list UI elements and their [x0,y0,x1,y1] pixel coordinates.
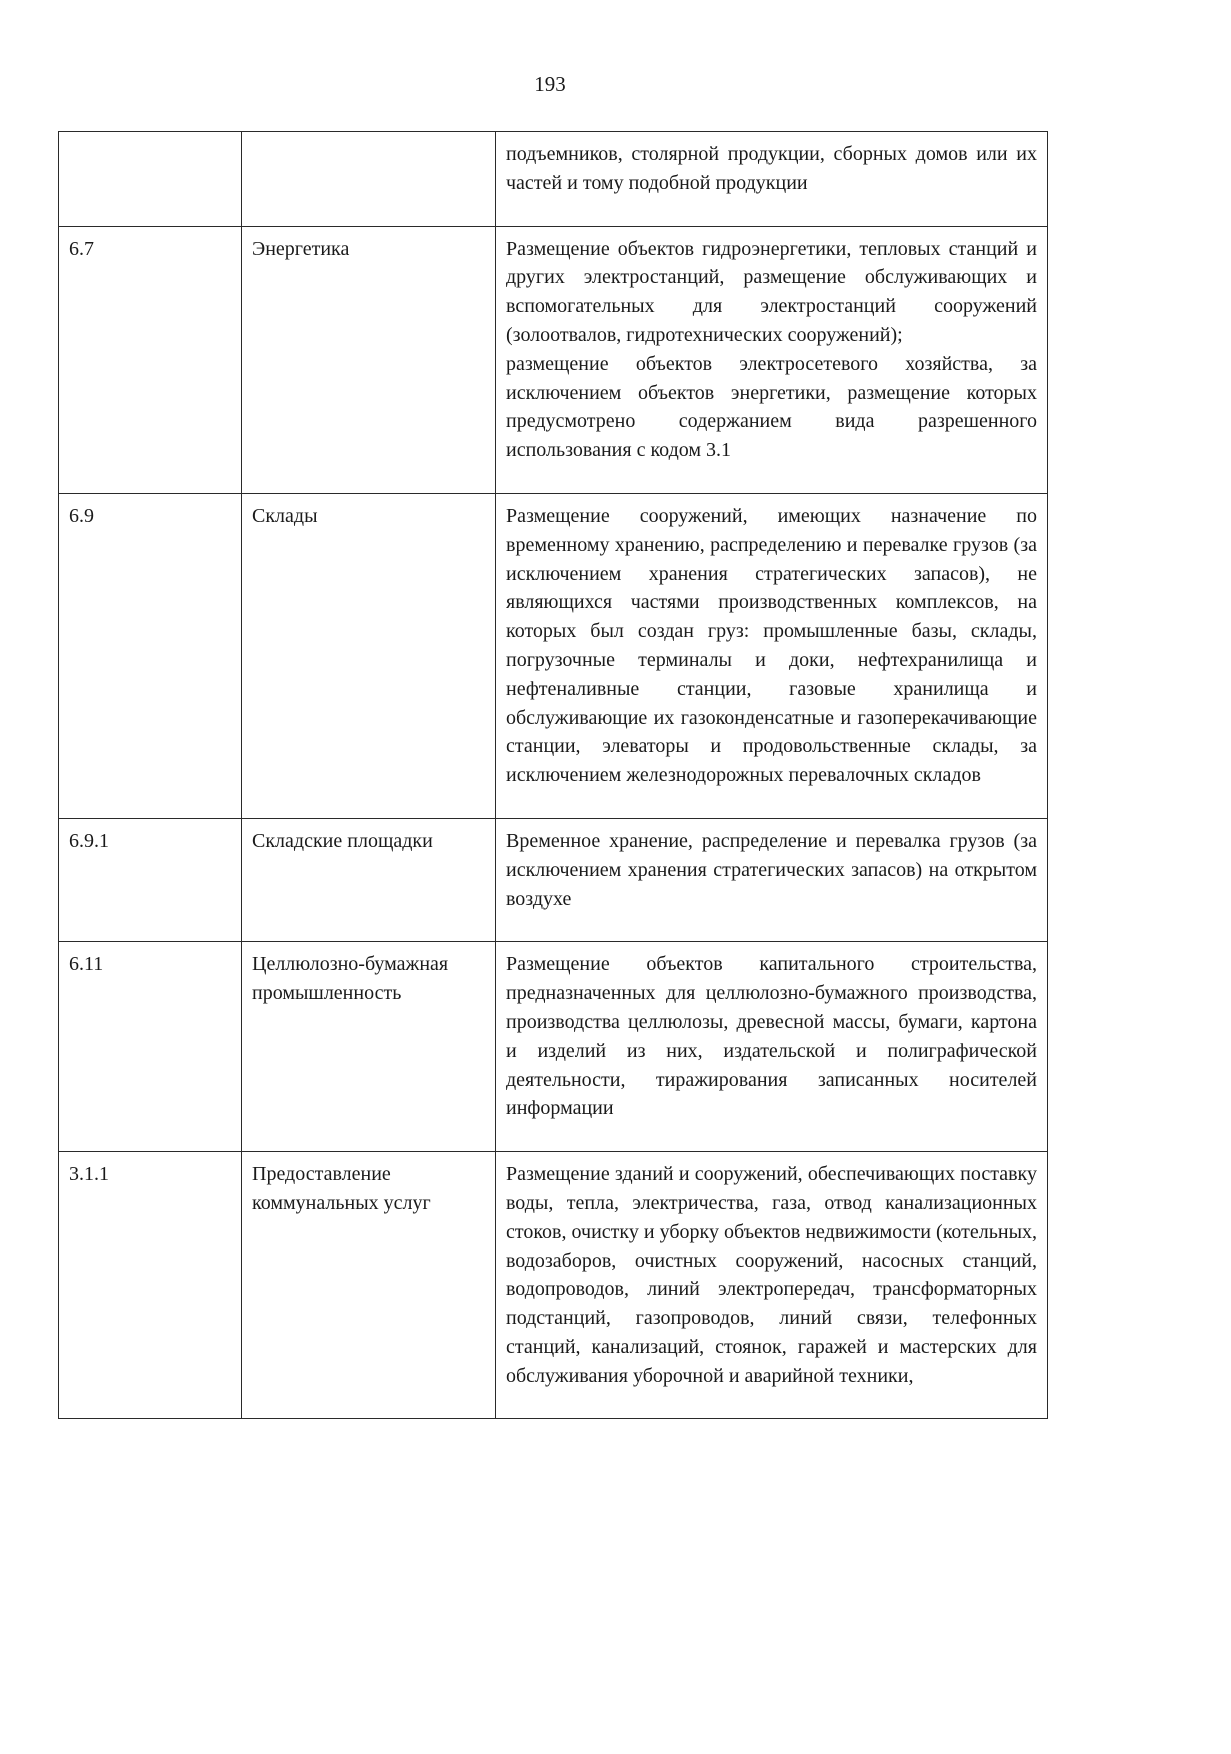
description-paragraph: размещение объектов электросетевого хозяйства, за исключением объектов энергетики, размещение которых предусмотрено содержанием вида разрешенного использования с кодом 3.1 [506,352,1037,462]
description-paragraph: Временное хранение, распределение и перевалка грузов (за исключением хранения стратегических запасов) на открытом воздухе [506,829,1037,910]
row-code [59,132,242,227]
row-code: 6.9.1 [59,818,242,941]
table-row [59,818,1048,941]
row-description [496,818,1048,941]
row-code: 6.9 [59,493,242,818]
page-number: 193 [534,72,566,96]
row-name: Склады [242,493,496,818]
row-name: Складские площадки [242,818,496,941]
row-description [496,1152,1048,1419]
row-description [496,132,1048,227]
row-name: Предоставление коммунальных услуг [242,1152,496,1419]
row-name: Целлюлозно-бумажная промышленность [242,942,496,1152]
row-name: Энергетика [242,226,496,493]
description-paragraph: Размещение объектов капитального строительства, предназначенных для целлюлозно-бумажного производства, производства целлюлозы, древесной массы, бумаги, картона и изделий из них, издательской и полиграфической деятельности, тиражирования записанных носителей информации [506,953,1037,1120]
table-row [59,132,1048,227]
description-paragraph: Размещение сооружений, имеющих назначение по временному хранению, распределению и перевалке грузов (за исключением хранения стратегических запасов), не являющихся частями производственных комплексов, на которых был создан груз: промышленные базы, склады, погрузочные терминалы и доки, нефтехранилища и нефтеналивные станции, газовые хранилища и обслуживающие их газоконденсатные и газоперекачивающие станции, элеваторы и продовольственные склады, за исключением железнодорожных перевалочных складов [506,504,1037,787]
table-row [59,1152,1048,1419]
table-row [59,493,1048,818]
row-description [496,942,1048,1152]
land-use-table [58,131,1048,1419]
row-name [242,132,496,227]
description-paragraph: подъемников, столярной продукции, сборных домов или их частей и тому подобной продукции [506,143,1037,194]
table-row [59,226,1048,493]
row-code: 6.7 [59,226,242,493]
description-paragraph: Размещение зданий и сооружений, обеспечивающих поставку воды, тепла, электричества, газа, отвод канализационных стоков, очистку и уборку объектов недвижимости (котельных, водозаборов, очистных сооружений, насосных станций, водопроводов, линий электропередач, трансформаторных подстанций, газопроводов, линий связи, телефонных станций, канализаций, стоянок, гаражей и мастерских для обслуживания уборочной и аварийной техники, [506,1163,1037,1387]
row-description [496,226,1048,493]
row-description [496,493,1048,818]
description-paragraph: Размещение объектов гидроэнергетики, тепловых станций и других электростанций, размещение обслуживающих и вспомогательных для электростанций сооружений (золоотвалов, гидротехнических сооружений); [506,237,1037,346]
row-code: 6.11 [59,942,242,1152]
table-row [59,942,1048,1152]
row-code: 3.1.1 [59,1152,242,1419]
